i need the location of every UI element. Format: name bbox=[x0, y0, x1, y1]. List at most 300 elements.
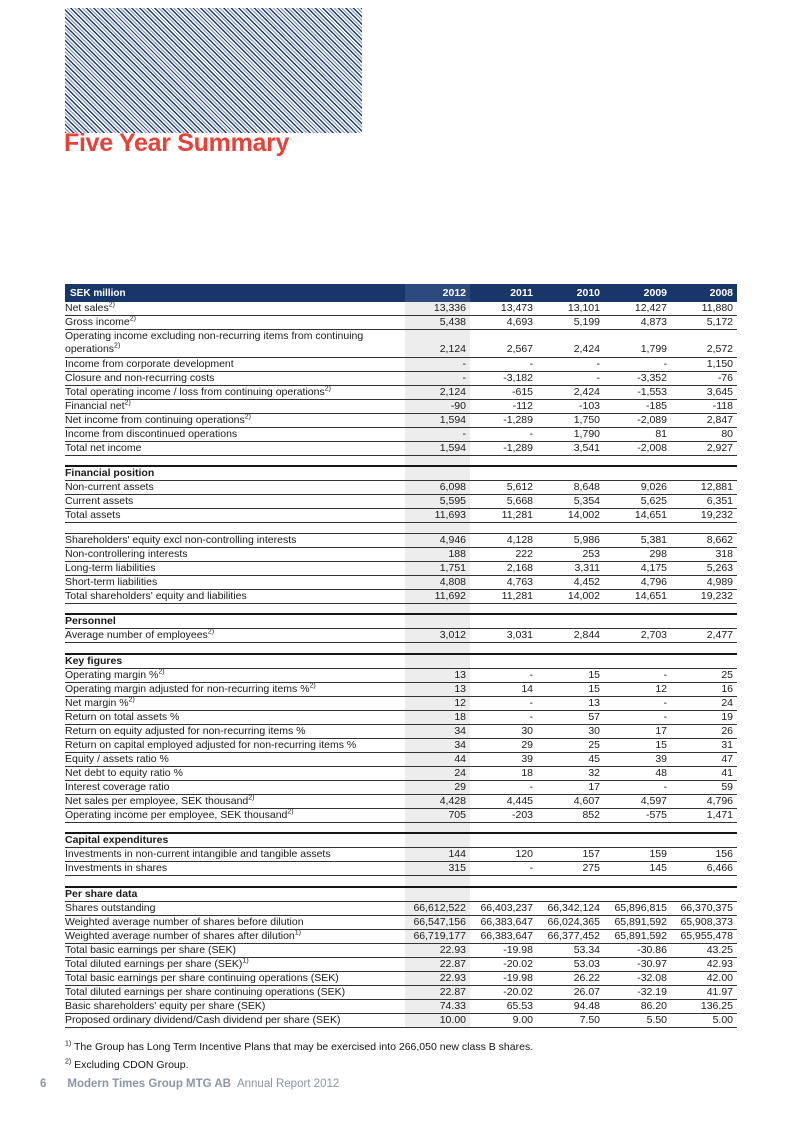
spacer-cell bbox=[671, 455, 737, 466]
cell-value: - bbox=[470, 780, 537, 794]
section-row bbox=[65, 654, 737, 669]
table-row bbox=[65, 509, 737, 523]
table-row bbox=[65, 724, 737, 738]
cell-value: -1,289 bbox=[470, 441, 537, 455]
section-label: Financial position bbox=[65, 466, 405, 481]
cell-value: 3,645 bbox=[671, 385, 737, 399]
spacer-cell bbox=[537, 455, 604, 466]
cell-value: -76 bbox=[671, 371, 737, 385]
table-row bbox=[65, 330, 737, 358]
cell-value: 4,796 bbox=[671, 794, 737, 808]
footnote-reference: 2) bbox=[124, 399, 131, 407]
cell-value: 5,668 bbox=[470, 495, 537, 509]
spacer-row bbox=[65, 643, 737, 654]
cell-value: -32.19 bbox=[604, 985, 671, 999]
spacer-cell bbox=[537, 603, 604, 614]
spacer-cell bbox=[405, 523, 470, 534]
cell-value: 2,847 bbox=[671, 413, 737, 427]
section-cell bbox=[405, 614, 470, 629]
footer-report-title: Annual Report 2012 bbox=[236, 1078, 340, 1090]
row-label: Total basic earnings per share continuing operations (SEK) bbox=[65, 971, 405, 985]
cell-value: 10.00 bbox=[405, 1013, 470, 1027]
cell-value: -20.02 bbox=[470, 985, 537, 999]
section-cell bbox=[537, 833, 604, 848]
footnote-reference: 2) bbox=[309, 682, 316, 690]
table-row bbox=[65, 441, 737, 455]
table-row bbox=[65, 957, 737, 971]
footnote-2-text: Excluding CDON Group. bbox=[74, 1058, 189, 1071]
cell-value: 34 bbox=[405, 738, 470, 752]
spacer-cell bbox=[470, 523, 537, 534]
cell-value: 66,383,647 bbox=[470, 915, 537, 929]
cell-value: 13 bbox=[405, 668, 470, 682]
cell-value: 7.50 bbox=[537, 1013, 604, 1027]
section-label: Key figures bbox=[65, 654, 405, 669]
spacer-row bbox=[65, 603, 737, 614]
cell-value: 22.93 bbox=[405, 971, 470, 985]
spacer-cell bbox=[604, 876, 671, 887]
cell-value: -32.08 bbox=[604, 971, 671, 985]
section-cell bbox=[537, 614, 604, 629]
spacer-cell bbox=[405, 822, 470, 833]
section-cell bbox=[604, 466, 671, 481]
cell-value: 1,150 bbox=[671, 357, 737, 371]
table-row bbox=[65, 752, 737, 766]
cell-value: -118 bbox=[671, 399, 737, 413]
cell-value: 852 bbox=[537, 808, 604, 822]
spacer-row bbox=[65, 455, 737, 466]
row-label: Net income from continuing operations$^{2)}$ bbox=[65, 413, 405, 427]
table-row bbox=[65, 668, 737, 682]
cell-value: 24 bbox=[405, 766, 470, 780]
cell-value: 12,881 bbox=[671, 481, 737, 495]
section-row bbox=[65, 833, 737, 848]
section-cell bbox=[537, 466, 604, 481]
cell-value: - bbox=[537, 371, 604, 385]
section-row bbox=[65, 466, 737, 481]
spacer-cell bbox=[604, 603, 671, 614]
cell-value: 315 bbox=[405, 862, 470, 876]
cell-value: 17 bbox=[604, 724, 671, 738]
cell-value: 2,477 bbox=[671, 629, 737, 643]
cell-value: -103 bbox=[537, 399, 604, 413]
cell-value: 66,377,452 bbox=[537, 929, 604, 943]
cell-value: -203 bbox=[470, 808, 537, 822]
row-label: Return on capital employed adjusted for non-recurring items % bbox=[65, 738, 405, 752]
cell-value: 1,471 bbox=[671, 808, 737, 822]
cell-value: 6,466 bbox=[671, 862, 737, 876]
cell-value: - bbox=[405, 357, 470, 371]
cell-value: 16 bbox=[671, 682, 737, 696]
row-label: Operating margin %$^{2)}$ bbox=[65, 668, 405, 682]
cell-value: 188 bbox=[405, 547, 470, 561]
cell-value: 6,098 bbox=[405, 481, 470, 495]
cell-value: 5,199 bbox=[537, 316, 604, 330]
five-year-summary-table bbox=[65, 284, 737, 1028]
spacer-row bbox=[65, 876, 737, 887]
cell-value: 15 bbox=[604, 738, 671, 752]
table-row bbox=[65, 385, 737, 399]
cell-value: - bbox=[470, 710, 537, 724]
cell-value: 66,547,156 bbox=[405, 915, 470, 929]
footnote-reference: 2) bbox=[129, 315, 137, 323]
page-number: 6 bbox=[40, 1078, 47, 1090]
spacer-cell bbox=[470, 876, 537, 887]
cell-value: -1,289 bbox=[470, 413, 537, 427]
cell-value: 25 bbox=[537, 738, 604, 752]
spacer-cell bbox=[470, 455, 537, 466]
footnote-2 bbox=[65, 1059, 737, 1072]
table-row bbox=[65, 302, 737, 316]
cell-value: 41.97 bbox=[671, 985, 737, 999]
row-label: Total basic earnings per share (SEK) bbox=[65, 943, 405, 957]
cell-value: 4,763 bbox=[470, 575, 537, 589]
cell-value: 26.07 bbox=[537, 985, 604, 999]
table-row bbox=[65, 533, 737, 547]
row-label: Non-current assets bbox=[65, 481, 405, 495]
table-row bbox=[65, 629, 737, 643]
year-column-header: 2008 bbox=[671, 284, 737, 302]
row-label: Shares outstanding bbox=[65, 901, 405, 915]
section-cell bbox=[671, 887, 737, 902]
year-column-header: 2010 bbox=[537, 284, 604, 302]
footnote-reference: 1) bbox=[294, 929, 302, 937]
row-label: Interest coverage ratio bbox=[65, 780, 405, 794]
cell-value: 145 bbox=[604, 862, 671, 876]
cell-value: 13,101 bbox=[537, 302, 604, 316]
cell-value: 15 bbox=[537, 682, 604, 696]
cell-value: 29 bbox=[405, 780, 470, 794]
cell-value: 86.20 bbox=[604, 999, 671, 1013]
cell-value: 65.53 bbox=[470, 999, 537, 1013]
cell-value: 2,844 bbox=[537, 629, 604, 643]
section-cell bbox=[671, 654, 737, 669]
cell-value: 4,946 bbox=[405, 533, 470, 547]
cell-value: 4,607 bbox=[537, 794, 604, 808]
cell-value: - bbox=[470, 427, 537, 441]
cell-value: - bbox=[405, 427, 470, 441]
cell-value: -3,182 bbox=[470, 371, 537, 385]
table-row bbox=[65, 413, 737, 427]
cell-value: 65,908,373 bbox=[671, 915, 737, 929]
row-label: Financial net$^{2)}$ bbox=[65, 399, 405, 413]
cell-value: 66,383,647 bbox=[470, 929, 537, 943]
section-cell bbox=[671, 833, 737, 848]
section-cell bbox=[470, 833, 537, 848]
cell-value: -2,008 bbox=[604, 441, 671, 455]
spacer-cell bbox=[65, 455, 405, 466]
row-label: Total diluted earnings per share (SEK)$^{1)}$ bbox=[65, 957, 405, 971]
cell-value: 24 bbox=[671, 696, 737, 710]
cell-value: 13 bbox=[537, 696, 604, 710]
section-row bbox=[65, 614, 737, 629]
cell-value: 13,473 bbox=[470, 302, 537, 316]
row-label: Total diluted earnings per share continuing operations (SEK) bbox=[65, 985, 405, 999]
cell-value: 1,799 bbox=[604, 330, 671, 358]
spacer-cell bbox=[405, 876, 470, 887]
section-cell bbox=[405, 833, 470, 848]
row-label: Investments in shares bbox=[65, 862, 405, 876]
cell-value: 5,263 bbox=[671, 561, 737, 575]
cell-value: 42.93 bbox=[671, 957, 737, 971]
cell-value: 45 bbox=[537, 752, 604, 766]
cell-value: 5,381 bbox=[604, 533, 671, 547]
table-row bbox=[65, 1013, 737, 1027]
cell-value: 4,796 bbox=[604, 575, 671, 589]
cell-value: 66,403,237 bbox=[470, 901, 537, 915]
cell-value: - bbox=[470, 668, 537, 682]
cell-value: 19,232 bbox=[671, 509, 737, 523]
spacer-cell bbox=[65, 822, 405, 833]
cell-value: -30.86 bbox=[604, 943, 671, 957]
row-label: Net margin %$^{2)}$ bbox=[65, 696, 405, 710]
cell-value: 705 bbox=[405, 808, 470, 822]
cell-value: 5,986 bbox=[537, 533, 604, 547]
cell-value: 57 bbox=[537, 710, 604, 724]
section-cell bbox=[604, 887, 671, 902]
spacer-row bbox=[65, 822, 737, 833]
table-row bbox=[65, 575, 737, 589]
cell-value: 5.00 bbox=[671, 1013, 737, 1027]
cell-value: 39 bbox=[470, 752, 537, 766]
cell-value: 3,541 bbox=[537, 441, 604, 455]
cell-value: 43.25 bbox=[671, 943, 737, 957]
cell-value: 159 bbox=[604, 848, 671, 862]
cell-value: -30.97 bbox=[604, 957, 671, 971]
cell-value: 2,424 bbox=[537, 330, 604, 358]
cell-value: 12 bbox=[604, 682, 671, 696]
cell-value: 4,428 bbox=[405, 794, 470, 808]
row-label: Closure and non-recurring costs bbox=[65, 371, 405, 385]
cell-value: 94.48 bbox=[537, 999, 604, 1013]
table-row bbox=[65, 943, 737, 957]
section-cell bbox=[671, 614, 737, 629]
table-row bbox=[65, 738, 737, 752]
cell-value: -20.02 bbox=[470, 957, 537, 971]
cell-value: 18 bbox=[405, 710, 470, 724]
cell-value: 30 bbox=[537, 724, 604, 738]
row-label: Operating income per employee, SEK thousand$^{2)}$ bbox=[65, 808, 405, 822]
table-header-unit-label: SEK million bbox=[65, 284, 405, 302]
cell-value: 53.03 bbox=[537, 957, 604, 971]
cell-value: - bbox=[604, 710, 671, 724]
cell-value: 8,662 bbox=[671, 533, 737, 547]
table-row bbox=[65, 848, 737, 862]
cell-value: 65,891,592 bbox=[604, 915, 671, 929]
cell-value: 19 bbox=[671, 710, 737, 724]
row-label: Shareholders' equity excl non-controlling interests bbox=[65, 533, 405, 547]
row-label: Total net income bbox=[65, 441, 405, 455]
cell-value: - bbox=[604, 696, 671, 710]
cell-value: 3,012 bbox=[405, 629, 470, 643]
cell-value: 4,989 bbox=[671, 575, 737, 589]
cell-value: 17 bbox=[537, 780, 604, 794]
section-cell bbox=[604, 614, 671, 629]
cell-value: -112 bbox=[470, 399, 537, 413]
cell-value: 156 bbox=[671, 848, 737, 862]
cell-value: - bbox=[537, 357, 604, 371]
footnote-reference: 1) bbox=[242, 957, 249, 965]
footnote-reference: 2) bbox=[324, 385, 331, 393]
cell-value: 11,880 bbox=[671, 302, 737, 316]
cell-value: -19.98 bbox=[470, 971, 537, 985]
table-row bbox=[65, 971, 737, 985]
footnote-reference: 2) bbox=[287, 808, 294, 816]
footnote-1-marker: 1) bbox=[65, 1040, 72, 1048]
year-column-header: 2009 bbox=[604, 284, 671, 302]
cell-value: 22.93 bbox=[405, 943, 470, 957]
cell-value: 66,612,522 bbox=[405, 901, 470, 915]
table-row bbox=[65, 915, 737, 929]
spacer-cell bbox=[604, 523, 671, 534]
cell-value: 4,452 bbox=[537, 575, 604, 589]
spacer-cell bbox=[537, 876, 604, 887]
table-row bbox=[65, 682, 737, 696]
section-cell bbox=[537, 887, 604, 902]
footnote-reference: 2) bbox=[248, 794, 255, 802]
cell-value: 11,281 bbox=[470, 509, 537, 523]
footnote-reference: 2) bbox=[128, 696, 135, 704]
cell-value: 2,124 bbox=[405, 385, 470, 399]
cell-value: 66,342,124 bbox=[537, 901, 604, 915]
cell-value: - bbox=[604, 668, 671, 682]
table-row bbox=[65, 427, 737, 441]
spacer-cell bbox=[537, 822, 604, 833]
cell-value: 2,124 bbox=[405, 330, 470, 358]
footer-company-name: Modern Times Group MTG AB bbox=[67, 1078, 231, 1090]
spacer-cell bbox=[65, 523, 405, 534]
footnote-reference: 2) bbox=[207, 628, 215, 636]
row-label: Basic shareholders' equity per share (SEK) bbox=[65, 999, 405, 1013]
cell-value: 15 bbox=[537, 668, 604, 682]
row-label: Total shareholders' equity and liabilities bbox=[65, 589, 405, 603]
cell-value: -575 bbox=[604, 808, 671, 822]
spacer-cell bbox=[470, 643, 537, 654]
row-label: Income from discontinued operations bbox=[65, 427, 405, 441]
cell-value: 136.25 bbox=[671, 999, 737, 1013]
section-cell bbox=[405, 654, 470, 669]
table-row bbox=[65, 316, 737, 330]
spacer-cell bbox=[671, 876, 737, 887]
cell-value: - bbox=[604, 780, 671, 794]
spacer-cell bbox=[405, 603, 470, 614]
cell-value: -90 bbox=[405, 399, 470, 413]
cell-value: - bbox=[470, 696, 537, 710]
table-row bbox=[65, 495, 737, 509]
cell-value: 4,873 bbox=[604, 316, 671, 330]
table-row bbox=[65, 901, 737, 915]
section-cell bbox=[604, 833, 671, 848]
table-row bbox=[65, 371, 737, 385]
section-row bbox=[65, 887, 737, 902]
cell-value: 11,693 bbox=[405, 509, 470, 523]
cell-value: 4,445 bbox=[470, 794, 537, 808]
cell-value: 253 bbox=[537, 547, 604, 561]
cell-value: 14,002 bbox=[537, 589, 604, 603]
cell-value: 31 bbox=[671, 738, 737, 752]
cell-value: 298 bbox=[604, 547, 671, 561]
cell-value: 30 bbox=[470, 724, 537, 738]
table-row bbox=[65, 766, 737, 780]
cell-value: 44 bbox=[405, 752, 470, 766]
row-label: Operating margin adjusted for non-recurring items %$^{2)}$ bbox=[65, 682, 405, 696]
cell-value: 5,612 bbox=[470, 481, 537, 495]
table-row bbox=[65, 780, 737, 794]
cell-value: 4,808 bbox=[405, 575, 470, 589]
table-row bbox=[65, 710, 737, 724]
row-label: Return on equity adjusted for non-recurring items % bbox=[65, 724, 405, 738]
cell-value: - bbox=[604, 357, 671, 371]
cell-value: 157 bbox=[537, 848, 604, 862]
cell-value: 318 bbox=[671, 547, 737, 561]
cell-value: 66,719,177 bbox=[405, 929, 470, 943]
cell-value: 3,311 bbox=[537, 561, 604, 575]
page-title: Five Year Summary bbox=[64, 129, 290, 157]
section-label: Personnel bbox=[65, 614, 405, 629]
cell-value: 14,002 bbox=[537, 509, 604, 523]
cell-value: 13 bbox=[405, 682, 470, 696]
spacer-cell bbox=[671, 643, 737, 654]
table-row bbox=[65, 929, 737, 943]
footnote-reference: 2) bbox=[244, 413, 251, 421]
footnotes bbox=[65, 1041, 737, 1072]
section-cell bbox=[405, 887, 470, 902]
cell-value: 59 bbox=[671, 780, 737, 794]
cell-value: 11,692 bbox=[405, 589, 470, 603]
spacer-cell bbox=[537, 643, 604, 654]
row-label: Return on total assets % bbox=[65, 710, 405, 724]
cell-value: - bbox=[470, 862, 537, 876]
year-column-header: 2012 bbox=[405, 284, 470, 302]
cell-value: 13,336 bbox=[405, 302, 470, 316]
section-cell bbox=[470, 614, 537, 629]
cell-value: 14,651 bbox=[604, 509, 671, 523]
cell-value: - bbox=[405, 371, 470, 385]
table-row bbox=[65, 561, 737, 575]
footnote-reference: 2) bbox=[108, 302, 116, 309]
cell-value: 4,693 bbox=[470, 316, 537, 330]
row-label: Investments in non-current intangible and tangible assets bbox=[65, 848, 405, 862]
cell-value: -615 bbox=[470, 385, 537, 399]
section-cell bbox=[537, 654, 604, 669]
footnote-1 bbox=[65, 1041, 737, 1054]
row-label: Long-term liabilities bbox=[65, 561, 405, 575]
table-row bbox=[65, 357, 737, 371]
row-label: Average number of employees$^{2)}$ bbox=[65, 629, 405, 643]
cell-value: 26 bbox=[671, 724, 737, 738]
row-label: Short-term liabilities bbox=[65, 575, 405, 589]
section-cell bbox=[470, 654, 537, 669]
row-label: Net sales$^{2)}$ bbox=[65, 302, 405, 316]
row-label: Current assets bbox=[65, 495, 405, 509]
cell-value: 53.34 bbox=[537, 943, 604, 957]
spacer-cell bbox=[470, 603, 537, 614]
spacer-cell bbox=[65, 876, 405, 887]
cell-value: 18 bbox=[470, 766, 537, 780]
cell-value: 41 bbox=[671, 766, 737, 780]
cell-value: 47 bbox=[671, 752, 737, 766]
cell-value: 3,031 bbox=[470, 629, 537, 643]
cell-value: 25 bbox=[671, 668, 737, 682]
cell-value: 42.00 bbox=[671, 971, 737, 985]
cell-value: 5,354 bbox=[537, 495, 604, 509]
cell-value: 9.00 bbox=[470, 1013, 537, 1027]
cell-value: 4,175 bbox=[604, 561, 671, 575]
footnote-reference: 2) bbox=[158, 668, 165, 676]
table-row bbox=[65, 547, 737, 561]
cell-value: 65,891,592 bbox=[604, 929, 671, 943]
page-footer bbox=[40, 1078, 339, 1090]
